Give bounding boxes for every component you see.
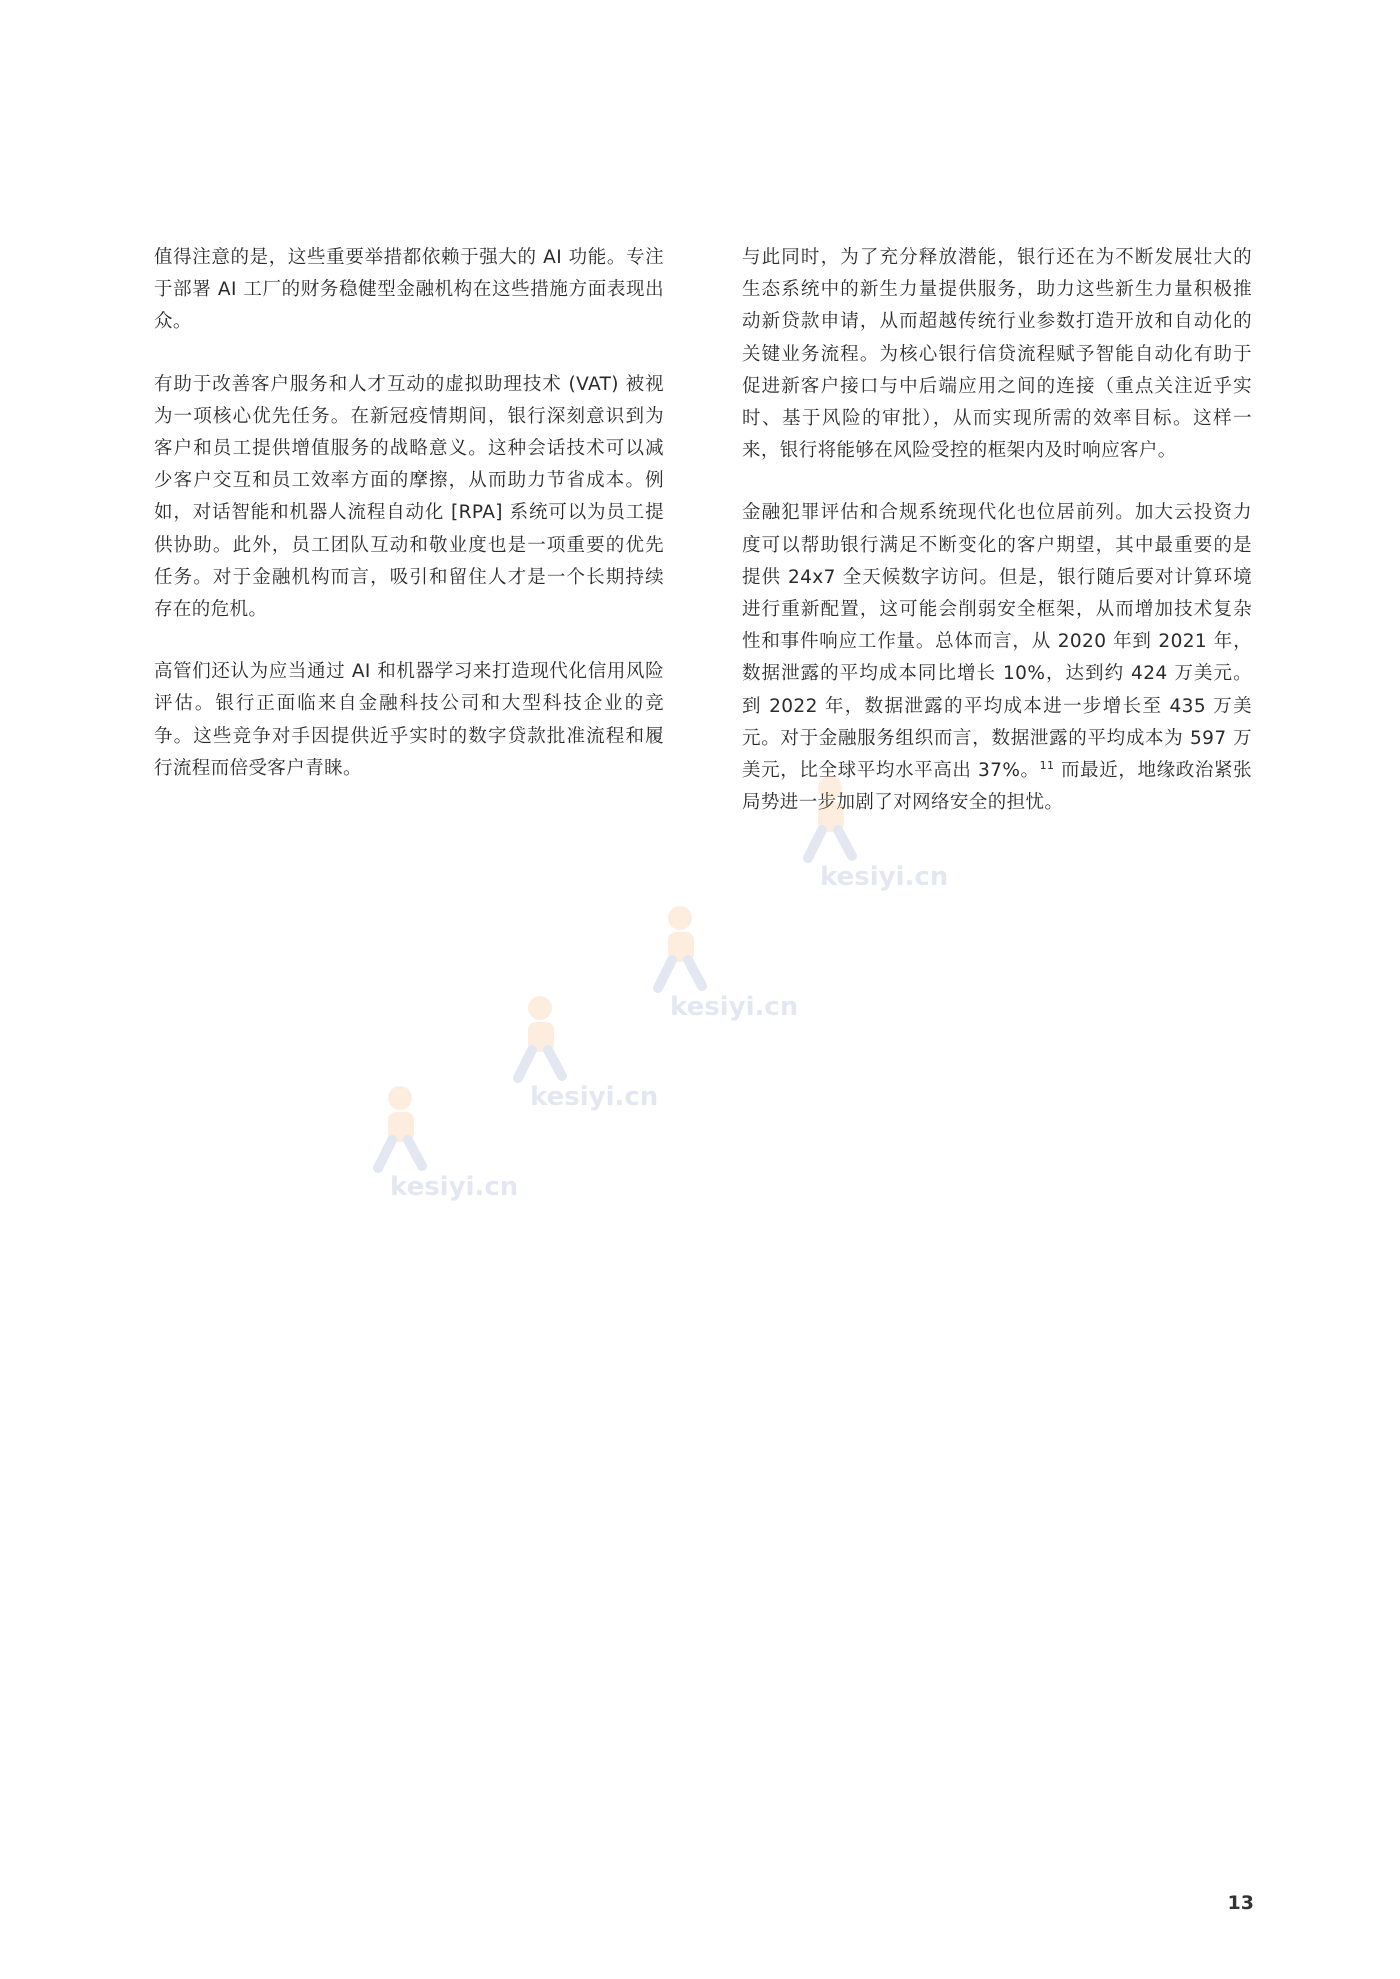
paragraph: 高管们还认为应当通过 AI 和机器学习来打造现代化信用风险评估。银行正面临来自金融科技公司和大型科技企业的竞争。这些竞争对手因提供近乎实时的数字贷款批准流程和履行流程而倍受客户青睐。 (154, 661, 664, 779)
watermark-text: kesiyi.cn (820, 862, 949, 892)
watermark (630, 900, 799, 1030)
paragraph: 有助于改善客户服务和人才互动的虚拟助理技术 (VAT) 被视为一项核心优先任务。在新冠疫情期间，银行深刻意识到为客户和员工提供增值服务的战略意义。这种会话技术可以减少客户交互和员工效率方面的摩擦，从而助力节省成本。例如，对话智能和机器人流程自动化 [RPA] 系统可以为员工提供协助。此外，员工团队互动和敬业度也是一项重要的优先任务。对于金融机构而言，吸引和留住人才是一个长期持续存在的危机。 (154, 373, 664, 621)
watermark (350, 1080, 519, 1210)
paragraph: 值得注意的是，这些重要举措都依赖于强大的 AI 功能。专注于部署 AI 工厂的财务稳健型金融机构在这些措施方面表现出众。 (154, 247, 664, 333)
watermark (780, 770, 949, 900)
page-number: 13 (1227, 1892, 1254, 1914)
left-text-column (154, 242, 664, 815)
runner-figure-icon (630, 900, 730, 1000)
runner-figure-icon (780, 770, 880, 870)
watermark (490, 990, 659, 1120)
right-text-column (742, 242, 1252, 849)
watermark-text: kesiyi.cn (670, 992, 799, 1022)
paragraph-text: 而最近，地缘政治紧张局势进一步加剧了对网络安全的担忧。 (742, 760, 1252, 814)
runner-figure-icon (490, 990, 590, 1090)
watermark-text: kesiyi.cn (390, 1172, 519, 1202)
footnote-reference: 11 (1039, 758, 1055, 772)
runner-figure-icon (350, 1080, 450, 1180)
paragraph-text: 金融犯罪评估和合规系统现代化也位居前列。加大云投资力度可以帮助银行满足不断变化的客户期望，其中最重要的是提供 24x7 全天候数字访问。但是，银行随后要对计算环境进行重新配置，这可能会削弱安全框架，从而增加技术复杂性和事件响应工作量。总体而言，从 2020 年到 2021 年，数据泄露的平均成本同比增长 10%，达到约 424 万美元。到 2022 年，数据泄露的平均成本进一步增长至 435 万美元。对于金融服务组织而言，数据泄露的平均成本为 597 万美元，比全球平均水平高出 37%。 (742, 502, 1252, 782)
watermark-text: kesiyi.cn (530, 1082, 659, 1112)
paragraph: 与此同时，为了充分释放潜能，银行还在为不断发展壮大的生态系统中的新生力量提供服务，助力这些新生力量积极推动新贷款申请，从而超越传统行业参数打造开放和自动化的关键业务流程。为核心银行信贷流程赋予智能自动化有助于促进新客户接口与中后端应用之间的连接（重点关注近乎实时、基于风险的审批），从而实现所需的效率目标。这样一来，银行将能够在风险受控的框架内及时响应客户。 (742, 247, 1252, 462)
